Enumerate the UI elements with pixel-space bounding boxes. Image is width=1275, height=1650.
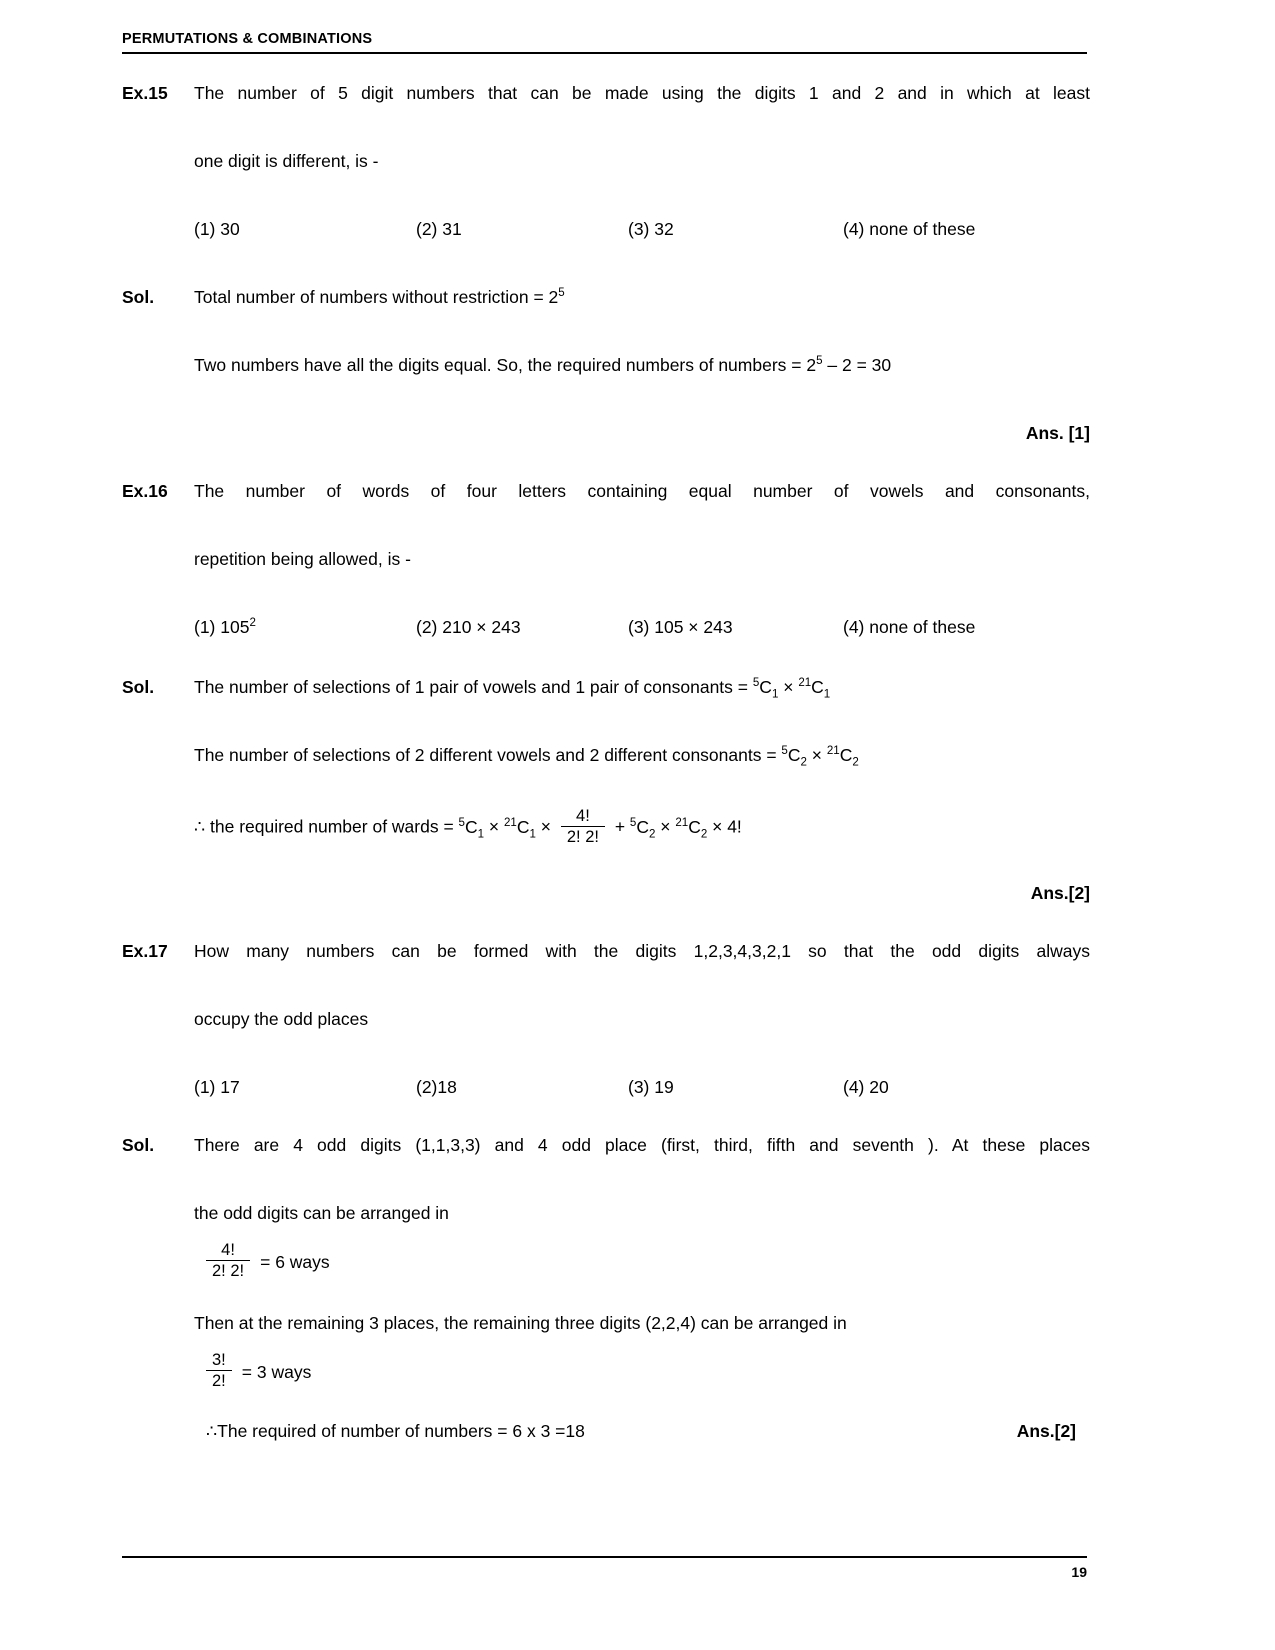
term-c: C [839,745,853,765]
solution-ex17-line2: the odd digits can be arranged in [194,1202,449,1223]
term-superscript: 21 [826,745,840,758]
fraction-denominator: 2! 2! [561,826,605,846]
term-c: C [636,816,649,837]
term-subscript: 1 [477,828,485,841]
solution-ex15-line1-exponent: 5 [558,287,565,300]
combination-term-5c2 [781,745,807,769]
term-c: C [787,745,801,765]
page-content [122,78,1090,1446]
solution-label-ex16: Sol. [122,677,155,697]
combination-term-21c1 [798,677,831,701]
option-ex17-2[interactable]: (2)18 [416,1076,457,1097]
option-ex15-2[interactable]: (2) 31 [416,219,462,239]
term-subscript: 2 [648,828,656,841]
fraction-2-result: = 3 ways [241,1361,312,1382]
solution-ex15-line2-text-b: – 2 = 30 [822,355,892,375]
question-block-ex16 [122,476,1090,908]
question-label-ex15: Ex.15 [122,83,168,103]
term-subscript: 1 [771,688,779,701]
term-c: C [811,677,824,697]
option-ex15-4[interactable]: (4) none of these [843,219,976,239]
solution-ex16-line1 [194,672,1090,702]
solution-label-ex15: Sol. [122,287,155,307]
question-block-ex15 [122,78,1090,448]
option-ex16-2[interactable] [416,612,628,642]
fraction-numerator: 4! [576,807,590,825]
option-ex16-4[interactable] [843,612,975,642]
option-ex17-1[interactable]: (1) 17 [194,1076,240,1097]
option-ex17-4[interactable]: (4) 20 [843,1076,889,1097]
term-subscript: 2 [700,828,708,841]
question-text-ex17-line2: occupy the odd places [194,1008,369,1029]
question-label-ex17: Ex.17 [122,940,168,961]
term-c: C [516,816,530,837]
chapter-title: PERMUTATIONS & COMBINATIONS [122,31,373,47]
solution-ex16-line1-text: The number of selections of 1 pair of vowels and 1 pair of consonants = [194,677,753,697]
solution-ex15-line2-exponent: 5 [816,355,823,368]
term-superscript: 21 [503,816,517,829]
fraction-denominator: 2! 2! [206,1260,250,1280]
question-text-ex15-line2: one digit is different, is - [194,151,379,171]
option-ex16-1[interactable] [194,612,416,642]
term-superscript: 5 [458,816,465,829]
solution-ex17-line3: Then at the remaining 3 places, the remaining three digits (2,2,4) can be arranged in [194,1312,847,1333]
page-header [122,32,1087,54]
option-ex17-3[interactable]: (3) 19 [628,1076,674,1097]
solution-ex17-line1: There are 4 odd digits (1,1,3,3) and 4 odd place (first, third, fifth and seventh ). At these places [194,1134,1090,1155]
term-c: C [759,677,772,697]
solution-ex15-line2-text-a: Two numbers have all the digits equal. So, the required numbers of numbers = 2 [194,355,817,375]
therefore-symbol: ∴ [194,816,206,837]
option-ex16-3[interactable] [628,612,843,642]
solution-ex17-line4 [194,1416,1090,1446]
options-row-ex17 [194,1072,1090,1102]
times-operator: × [806,745,827,765]
solution-ex16-line3 [194,808,1090,848]
option-ex16-1-exponent: 2 [249,617,256,630]
solution-ex16-line2-text: The number of selections of 2 different vowels and 2 different consonants = [194,745,782,765]
combination-term-5c1 [752,677,779,701]
solution-ex17-line4-text: The required of number of numbers = 6 x 3 =18 [217,1420,585,1441]
solution-ex15-line2 [194,350,1090,380]
option-ex16-1-text: (1) 105 [194,617,250,637]
combination-term-21c2-b [675,816,708,841]
solution-ex15-line1-text: Total number of numbers without restriction = 2 [194,287,559,307]
times-operator: × [535,816,556,837]
fraction-4-over-2f2f [206,1241,250,1281]
question-label-ex16: Ex.16 [122,481,168,501]
times-four-factorial: × 4! [707,816,742,837]
times-operator: × [484,816,504,837]
header-divider [122,52,1087,54]
fraction-denominator: 2! [206,1370,232,1390]
page-footer [122,1556,1087,1580]
term-superscript: 5 [752,677,760,690]
therefore-symbol: ∴ [206,1420,218,1441]
question-text-ex16-line2: repetition being allowed, is - [194,549,411,569]
option-ex16-4-text: (4) none of these [843,617,976,637]
fraction-numerator: 4! [221,1240,235,1259]
answer-ex16: Ans.[2] [1030,882,1090,903]
times-operator: × [778,677,799,697]
term-c: C [464,816,478,837]
combination-term-21c1-b [503,816,536,841]
times-operator: × [655,816,676,837]
solution-ex16-line2 [194,740,1090,770]
term-subscript: 2 [800,756,807,769]
combination-term-5c1-b [458,816,485,841]
term-subscript: 1 [823,688,831,701]
solution-label-ex17: Sol. [122,1134,155,1155]
fraction-numerator: 3! [212,1350,226,1369]
term-subscript: 2 [852,756,859,769]
term-superscript: 21 [675,816,689,829]
term-c: C [688,816,701,837]
solution-ex17-fraction-2-line [194,1352,1090,1392]
options-row-ex16 [194,612,1090,642]
fraction-3-over-2f [206,1351,232,1391]
solution-ex16-line3-text: the required number of wards = [205,816,459,837]
solution-ex15-line1 [194,282,1090,312]
question-text-ex16-line1: The number of words of four letters containing equal number of vowels and consonants, [194,481,1090,501]
options-row-ex15 [194,214,1090,244]
solution-ex17-fraction-1-line [194,1242,1090,1282]
combination-term-5c2-b [629,816,656,841]
page-number: 19 [1071,1564,1087,1580]
option-ex15-1[interactable]: (1) 30 [194,219,240,239]
question-text-ex15-line1: The number of 5 digit numbers that can be made using the digits 1 and 2 and in which at least [194,83,1090,103]
fraction-4-over-2f2f [561,807,605,847]
plus-operator: + [609,816,630,837]
fraction-1-result: = 6 ways [260,1251,330,1272]
option-ex15-3[interactable]: (3) 32 [628,219,674,239]
term-superscript: 5 [781,745,788,758]
option-ex16-3-text: (3) 105 × 243 [628,617,733,637]
term-subscript: 1 [529,828,536,841]
option-ex16-2-text: (2) 210 × 243 [416,617,521,637]
answer-ex17: Ans.[2] [1016,1420,1076,1441]
answer-ex15: Ans. [1] [1025,423,1090,443]
question-block-ex17 [122,936,1090,1446]
combination-term-21c2 [826,745,859,769]
term-superscript: 21 [798,677,812,690]
question-text-ex17-line1: How many numbers can be formed with the digits 1,2,3,4,3,2,1 so that the odd digits always [194,940,1090,961]
term-superscript: 5 [629,816,637,829]
